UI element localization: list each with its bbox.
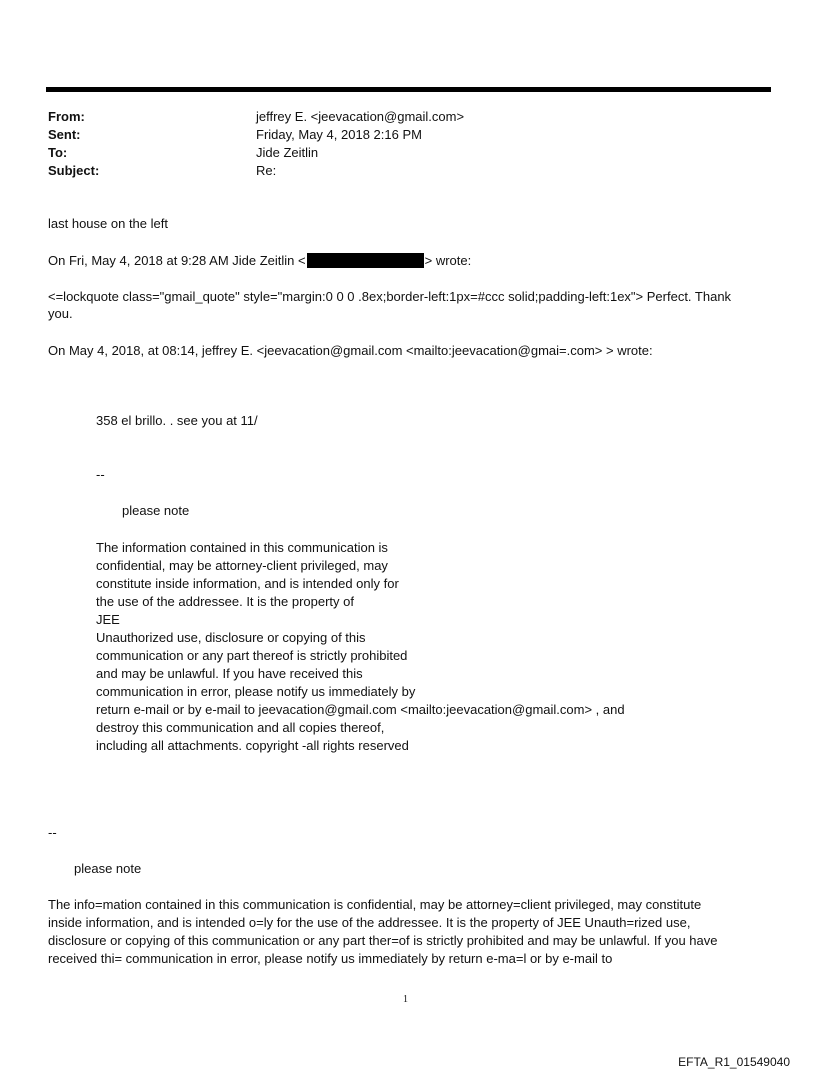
- subject-row: [48, 162, 748, 180]
- header-rule: [46, 87, 771, 92]
- disclaimer-1-line: including all attachments. copyright -all rights reserved: [96, 738, 409, 753]
- body-line-1: last house on the left: [48, 216, 168, 231]
- disclaimer-2-line: received thi= communication in error, please notify us immediately by return e-ma=l or by e-mail to: [48, 951, 613, 966]
- disclaimer-2-line: The info=mation contained in this communication is confidential, may be attorney=client privileged, may constitute: [48, 897, 702, 912]
- signature-dash-1: --: [96, 467, 105, 482]
- signature-dash-2: --: [48, 825, 57, 840]
- disclaimer-2-line: disclosure or copying of this communication or any part ther=of is strictly prohibited and may be unlawful. If you have: [48, 933, 718, 948]
- sent-value: Friday, May 4, 2018 2:16 PM: [256, 127, 422, 142]
- to-value: Jide Zeitlin: [256, 145, 319, 160]
- disclaimer-1-line: constitute inside information, and is intended only for: [96, 576, 399, 591]
- quote-header-2: On May 4, 2018, at 08:14, jeffrey E. <jeevacation@gmail.com <mailto:jeevacation@gmai=.com> > wrote:: [48, 343, 653, 358]
- sent-row: [48, 126, 748, 144]
- blockquote-line-1: <=lockquote class="gmail_quote" style="margin:0 0 0 .8ex;border-left:1px=#ccc solid;padding-left:1ex"> Perfect. Thank: [48, 289, 732, 304]
- disclaimer-1-line: Unauthorized use, disclosure or copying of this: [96, 630, 366, 645]
- please-note-1: please note: [122, 503, 190, 518]
- subject-value: Re:: [256, 163, 277, 178]
- disclaimer-1-line: and may be unlawful. If you have received this: [96, 666, 363, 681]
- disclaimer-1-line: The information contained in this communication is: [96, 540, 388, 555]
- disclaimer-1-line: communication in error, please notify us immediately by: [96, 684, 416, 699]
- from-value: jeffrey E. <jeevacation@gmail.com>: [256, 109, 465, 124]
- page-number: 1: [403, 994, 408, 1005]
- disclaimer-1-line: return e-mail or by e-mail to jeevacation@gmail.com <mailto:jeevacation@gmail.com> , and: [96, 702, 625, 717]
- quote-header-1-prefix: On Fri, May 4, 2018 at 9:28 AM Jide Zeitlin <: [48, 253, 306, 268]
- bates-number: EFTA_R1_01549040: [678, 1055, 790, 1069]
- from-row: [48, 108, 748, 126]
- disclaimer-1-line: JEE: [96, 612, 120, 627]
- email-header: [48, 108, 748, 180]
- quote-header-1-suffix: > wrote:: [424, 253, 472, 268]
- disclaimer-1: [96, 539, 656, 755]
- disclaimer-1-line: the use of the addressee. It is the property of: [96, 594, 354, 609]
- address-line: 358 el brillo. . see you at 11/: [96, 413, 258, 428]
- to-row: [48, 144, 748, 162]
- from-label: From:: [48, 109, 85, 124]
- disclaimer-1-line: destroy this communication and all copies thereof,: [96, 720, 385, 735]
- disclaimer-1-line: confidential, may be attorney-client privileged, may: [96, 558, 388, 573]
- sent-label: Sent:: [48, 127, 81, 142]
- subject-label: Subject:: [48, 163, 100, 178]
- please-note-2: please note: [74, 861, 142, 876]
- redaction-box: [307, 253, 424, 268]
- disclaimer-2-line: inside information, and is intended o=ly for the use of the addressee. It is the property of JEE Unauth=rized use,: [48, 915, 691, 930]
- quote-header-1: [48, 252, 471, 270]
- blockquote-line-2: you.: [48, 306, 73, 321]
- to-label: To:: [48, 145, 68, 160]
- disclaimer-1-line: communication or any part thereof is strictly prohibited: [96, 648, 408, 663]
